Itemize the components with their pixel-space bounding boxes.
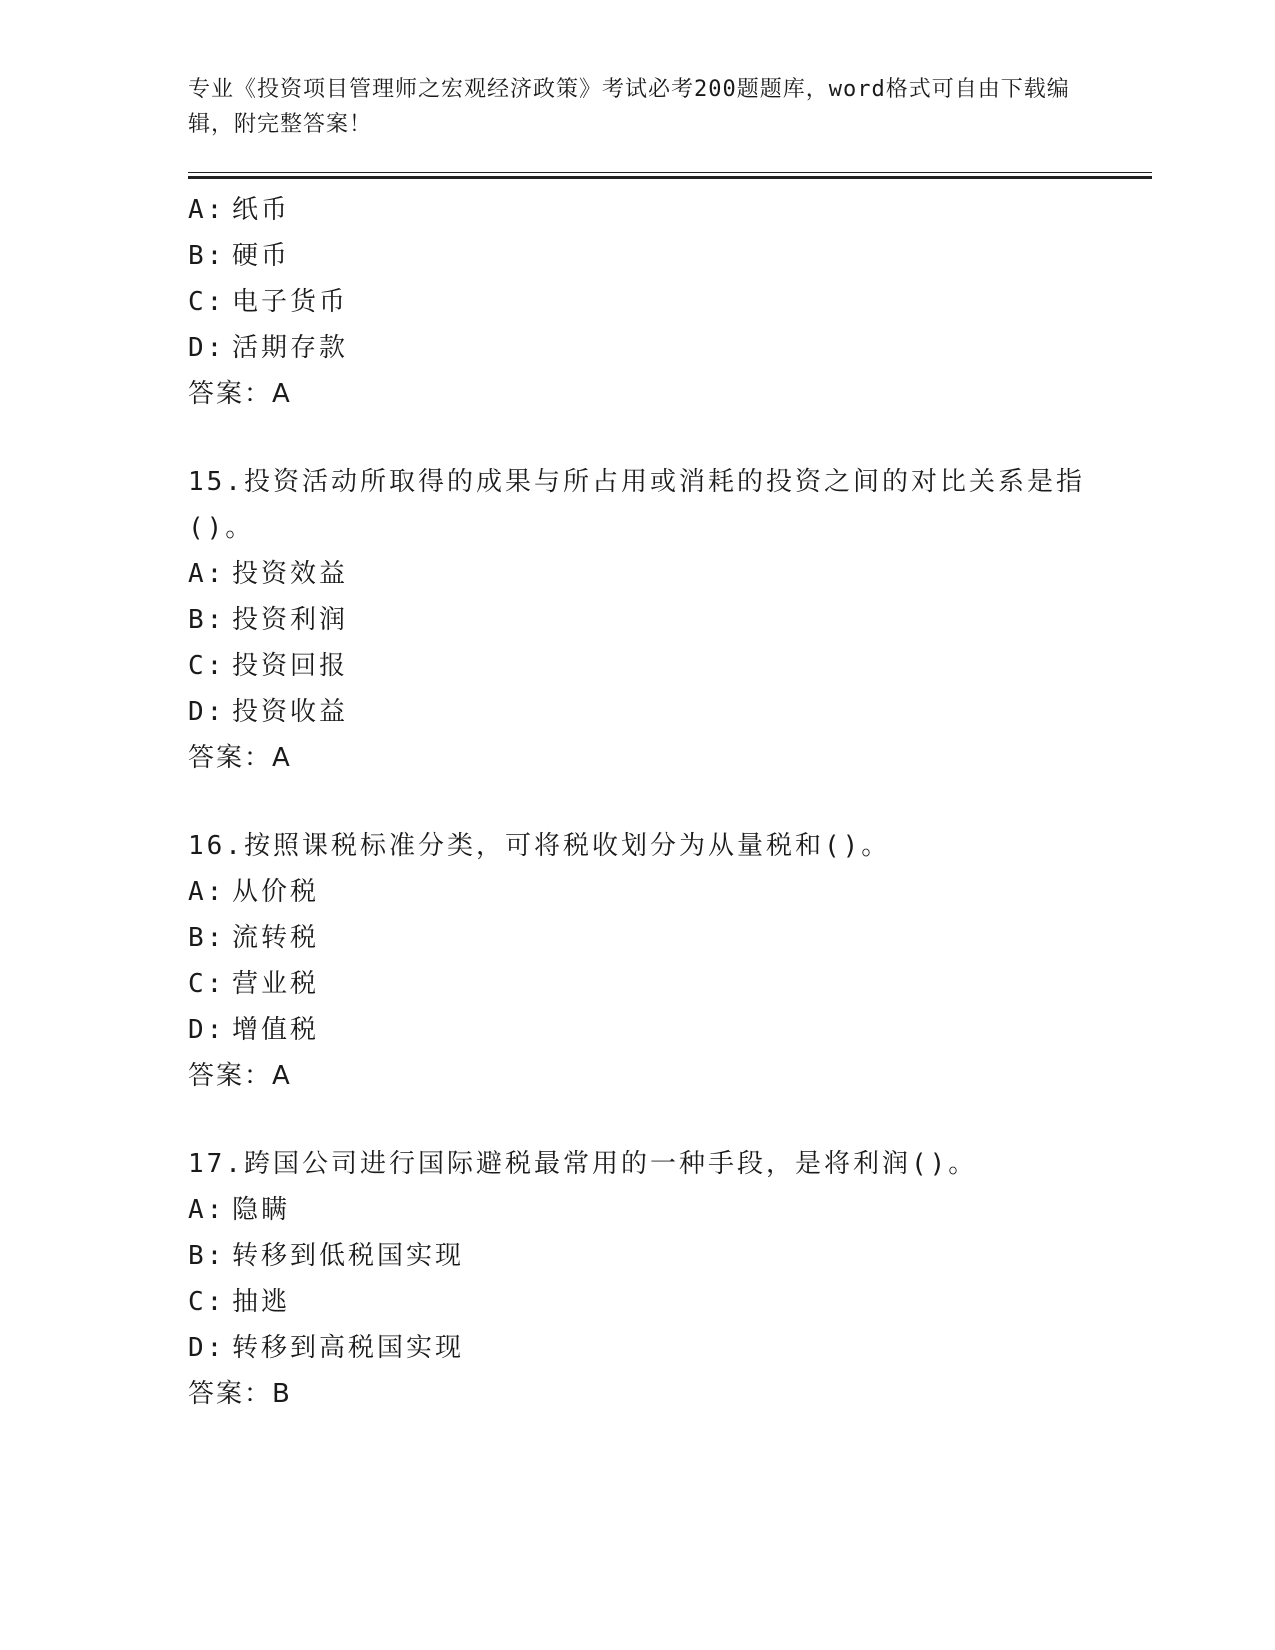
question-block xyxy=(188,1141,1088,1417)
option-a xyxy=(188,1187,1088,1233)
header-rule-thick xyxy=(188,176,1152,179)
option-d xyxy=(188,1007,1088,1053)
option-label: A: xyxy=(188,559,226,589)
option-c xyxy=(188,643,1088,689)
option-label: A: xyxy=(188,877,226,907)
option-text: 电子货币 xyxy=(232,287,349,317)
question-stem: 16.按照课税标准分类，可将税收划分为从量税和()。 xyxy=(188,831,891,861)
option-b xyxy=(188,915,1088,961)
option-label: C: xyxy=(188,1287,226,1317)
answer-line: 答案：A xyxy=(188,379,292,409)
option-a xyxy=(188,551,1088,597)
document-header: 专业《投资项目管理师之宏观经济政策》考试必考200题题库，word格式可自由下载编辑，附完整答案！ xyxy=(188,77,1070,137)
option-label: C: xyxy=(188,969,226,999)
option-text: 抽逃 xyxy=(232,1287,291,1317)
option-label: D: xyxy=(188,1015,226,1045)
option-d xyxy=(188,689,1088,735)
option-c xyxy=(188,279,1088,325)
option-text: 活期存款 xyxy=(232,333,349,363)
question-block xyxy=(188,187,1088,417)
option-label: C: xyxy=(188,651,226,681)
option-label: A: xyxy=(188,1195,226,1225)
option-text: 从价税 xyxy=(232,877,320,907)
option-label: B: xyxy=(188,241,226,271)
option-text: 流转税 xyxy=(232,923,320,953)
question-stem: 17.跨国公司进行国际避税最常用的一种手段，是将利润()。 xyxy=(188,1149,978,1179)
question-stem: 15.投资活动所取得的成果与所占用或消耗的投资之间的对比关系是指()。 xyxy=(188,467,1085,543)
option-text: 纸币 xyxy=(232,195,291,225)
option-b xyxy=(188,1233,1088,1279)
option-a xyxy=(188,869,1088,915)
option-label: B: xyxy=(188,923,226,953)
option-d xyxy=(188,1325,1088,1371)
answer-line: 答案：A xyxy=(188,1061,292,1091)
option-text: 投资效益 xyxy=(232,559,349,589)
option-b xyxy=(188,597,1088,643)
option-text: 转移到低税国实现 xyxy=(232,1241,465,1271)
option-text: 投资回报 xyxy=(232,651,349,681)
question-list xyxy=(188,187,1088,1417)
option-a xyxy=(188,187,1088,233)
option-label: C: xyxy=(188,287,226,317)
question-block xyxy=(188,823,1088,1099)
option-text: 硬币 xyxy=(232,241,291,271)
answer-line: 答案：B xyxy=(188,1379,292,1409)
answer-line: 答案：A xyxy=(188,743,292,773)
option-label: B: xyxy=(188,605,226,635)
option-text: 营业税 xyxy=(232,969,320,999)
option-text: 转移到高税国实现 xyxy=(232,1333,465,1363)
option-label: D: xyxy=(188,1333,226,1363)
option-label: A: xyxy=(188,195,226,225)
header-rule-thin xyxy=(188,172,1152,173)
option-c xyxy=(188,1279,1088,1325)
option-text: 投资利润 xyxy=(232,605,349,635)
option-text: 隐瞒 xyxy=(232,1195,291,1225)
option-c xyxy=(188,961,1088,1007)
option-label: B: xyxy=(188,1241,226,1271)
option-d xyxy=(188,325,1088,371)
option-text: 投资收益 xyxy=(232,697,349,727)
option-label: D: xyxy=(188,333,226,363)
option-text: 增值税 xyxy=(232,1015,320,1045)
option-b xyxy=(188,233,1088,279)
option-label: D: xyxy=(188,697,226,727)
question-block xyxy=(188,459,1088,781)
